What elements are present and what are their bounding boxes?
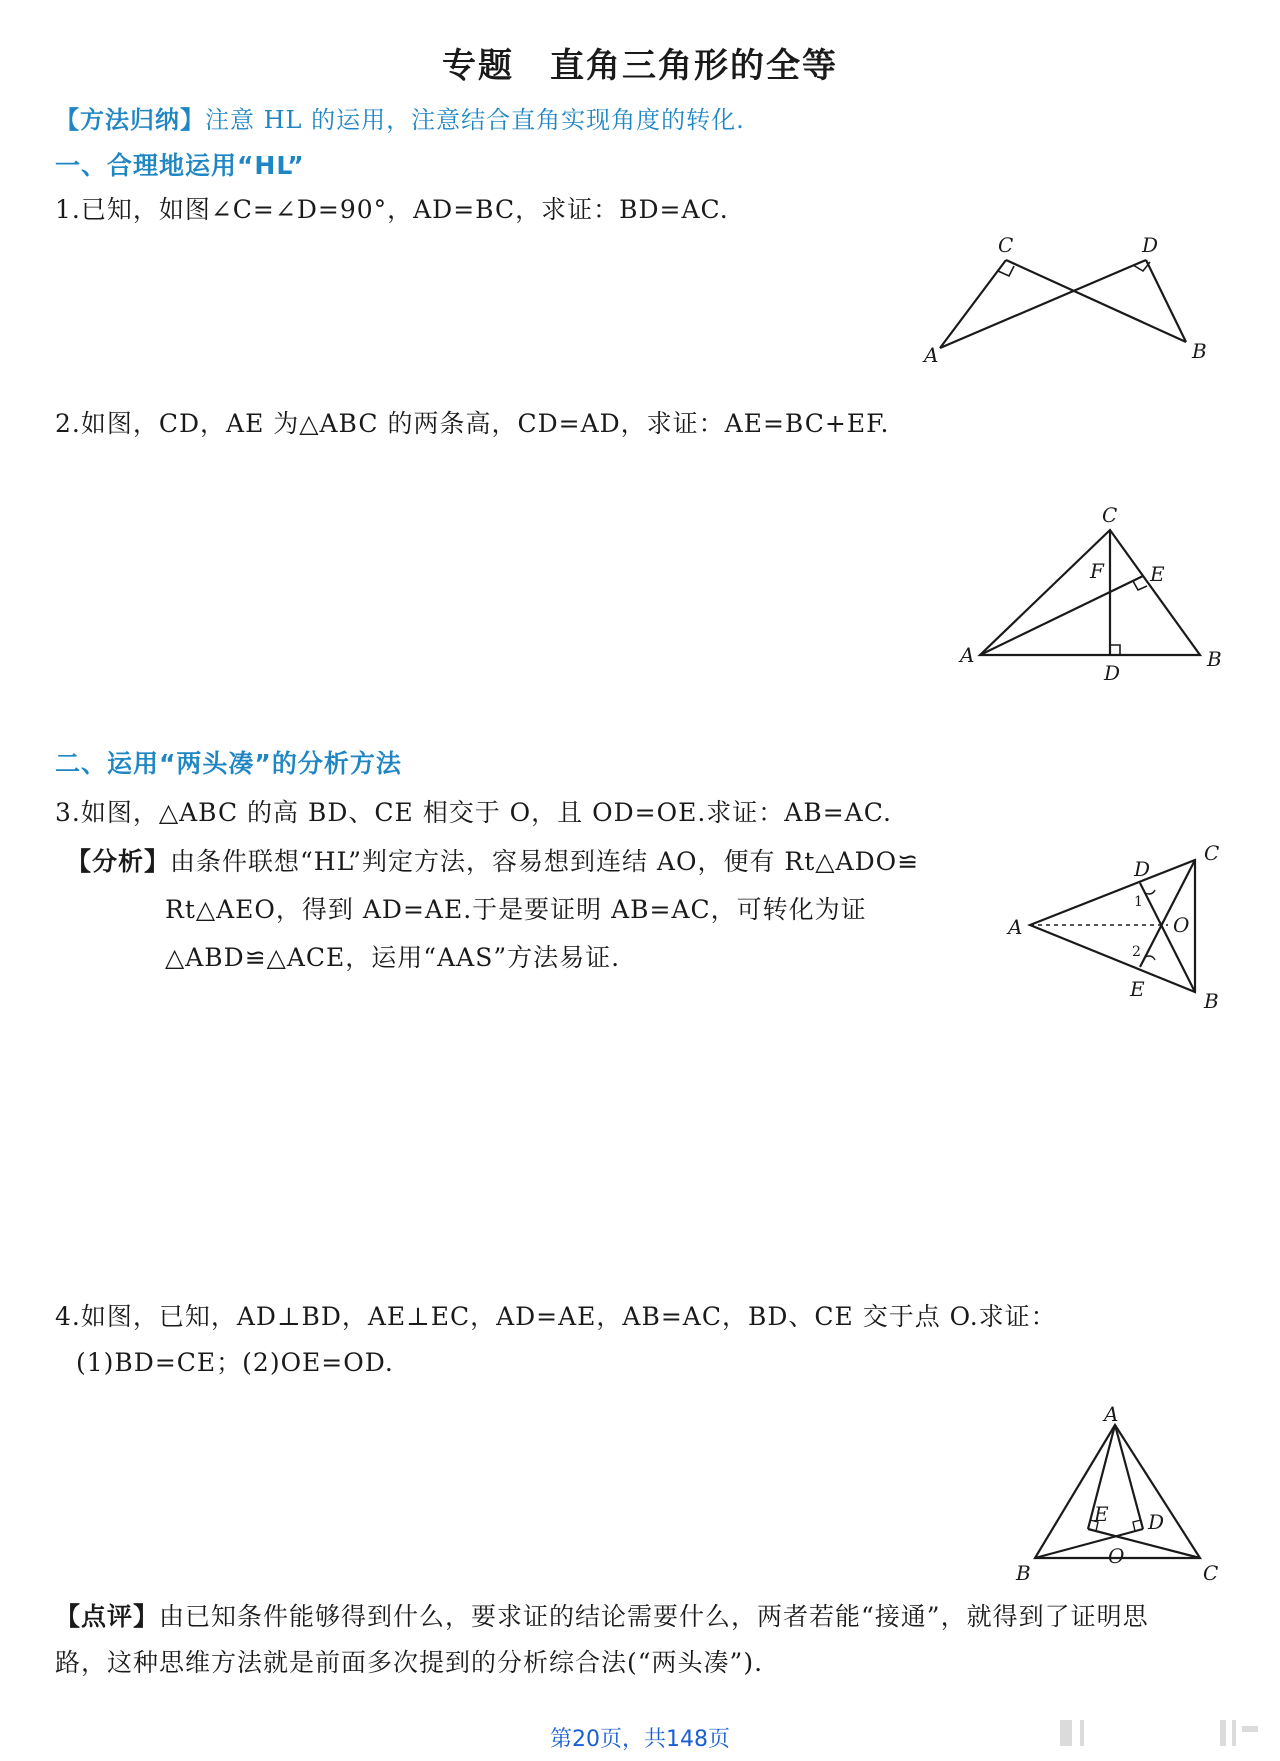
p1-label-c: C: [998, 233, 1014, 257]
p3-label-c: C: [1204, 841, 1220, 865]
method-label: 【方法归纳】: [55, 106, 205, 134]
comment-line1: [55, 1597, 1149, 1633]
method-text: 注意 HL 的运用，注意结合直角实现角度的转化.: [205, 106, 745, 134]
section1-heading: 一、合理地运用“HL”: [55, 151, 305, 180]
p4-label-e: E: [1094, 1502, 1109, 1526]
page-title: 专题 直角三角形的全等: [442, 46, 838, 86]
p3-angle-1: 1: [1134, 894, 1143, 910]
comment-line2: 路，这种思维方法就是前面多次提到的分析综合法(“两头凑”).: [55, 1648, 764, 1677]
p4-label-d: D: [1148, 1510, 1165, 1534]
page-edge-marks: [1040, 1712, 1270, 1752]
p3-label-d: D: [1134, 857, 1151, 881]
p4-label-o: O: [1108, 1544, 1125, 1568]
problem3-analysis-line2: Rt△AEO，得到 AD=AE.于是要证明 AB=AC，可转化为证: [165, 895, 867, 924]
problem3-analysis-line3: △ABD≌△ACE，运用“AAS”方法易证.: [165, 943, 621, 972]
comment-text-1: 由已知条件能够得到什么，要求证的结论需要什么，两者若能“接通”，就得到了证明思: [159, 1602, 1149, 1631]
p2-label-d: D: [1104, 661, 1121, 685]
p3-label-e: E: [1130, 977, 1145, 1001]
p4-label-b: B: [1016, 1561, 1031, 1585]
problem4-subtext: (1)BD=CE；(2)OE=OD.: [76, 1348, 394, 1377]
p4-label-c: C: [1203, 1561, 1219, 1585]
problem3-analysis-line1: [66, 842, 919, 878]
analysis-label: 【分析】: [66, 847, 171, 876]
p3-angle-2: 2: [1132, 944, 1141, 960]
problem1-figure: [920, 230, 1240, 370]
p4-label-a: A: [1104, 1405, 1119, 1426]
p2-label-f: F: [1090, 559, 1104, 583]
problem3-figure: [1000, 840, 1240, 1010]
p2-label-e: E: [1150, 562, 1165, 586]
analysis-text-1: 由条件联想“HL”判定方法，容易想到连结 AO，便有 Rt△ADO≌: [170, 847, 920, 876]
comment-label: 【点评】: [55, 1602, 160, 1631]
problem4-text: 4.如图，已知，AD⊥BD，AE⊥EC，AD=AE，AB=AC，BD、CE 交于点 O.求证：: [55, 1302, 1057, 1331]
page-footer: 第20页，共148页: [550, 1727, 730, 1752]
p2-label-a: A: [960, 643, 975, 667]
section2-heading: 二、运用“两头凑”的分析方法: [55, 749, 402, 778]
p3-label-a: A: [1008, 915, 1023, 939]
p3-label-o: O: [1173, 913, 1190, 937]
p3-label-b: B: [1204, 989, 1219, 1010]
p1-label-d: D: [1142, 233, 1159, 257]
problem2-figure: [950, 500, 1240, 690]
p2-label-b: B: [1207, 647, 1222, 671]
p2-label-c: C: [1102, 503, 1118, 527]
problem3-text: 3.如图，△ABC 的高 BD、CE 相交于 O，且 OD=OE.求证：AB=AC.: [55, 798, 892, 827]
method-summary: [55, 100, 745, 135]
problem4-figure: [1000, 1405, 1240, 1585]
p1-label-a: A: [924, 343, 939, 367]
problem2-text: 2.如图，CD，AE 为△ABC 的两条高，CD=AD，求证：AE=BC+EF.: [55, 409, 890, 438]
p1-label-b: B: [1192, 339, 1207, 363]
problem1-text: 1.已知，如图∠C=∠D=90°，AD=BC，求证：BD=AC.: [55, 195, 729, 224]
